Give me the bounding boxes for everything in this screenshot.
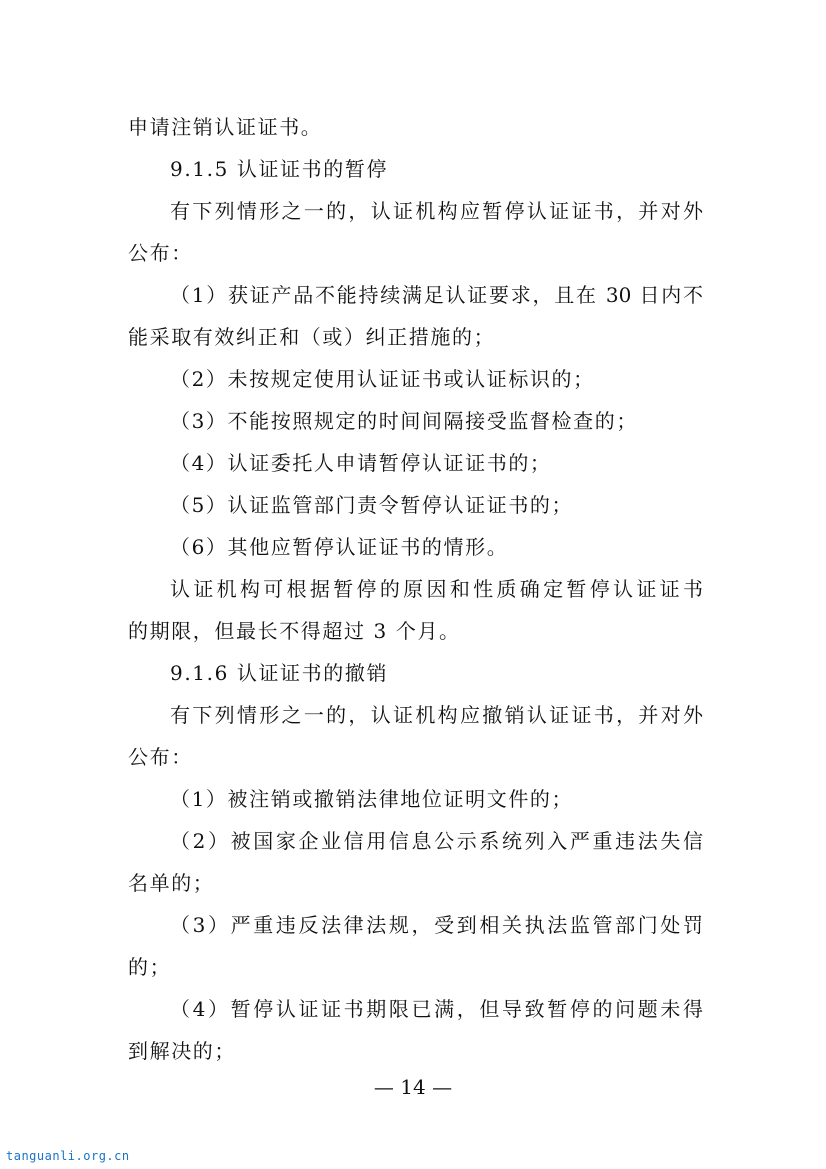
text-line-15: 有下列情形之一的，认证机构应撤销认证证书，并对外 [170,703,703,727]
text-line-16: 公布： [128,745,193,769]
list-item-4: （4）认证委托人申请暂停认证证书的； [170,451,552,475]
list-item-5: （5）认证监管部门责令暂停认证证书的； [170,493,574,517]
text-line-4: 公布： [128,241,193,265]
section-heading-9-1-6: 9.1.6 认证证书的撤销 [170,661,389,685]
revoke-item-2: （2）被国家企业信用信息公示系统列入严重违法失信 [170,829,703,853]
text-line-1: 申请注销认证证书。 [128,115,323,139]
list-item-1-continued: 能采取有效纠正和（或）纠正措施的； [128,325,496,349]
list-item-6: （6）其他应暂停认证证书的情形。 [170,535,509,559]
revoke-item-3-continued: 的； [128,955,172,979]
list-item-2: （2）未按规定使用认证证书或认证标识的； [170,367,595,391]
revoke-item-4: （4）暂停认证证书期限已满，但导致暂停的问题未得 [170,997,703,1021]
watermark-text: tanguanli.org.cn [6,1149,130,1163]
text-line-12: 认证机构可根据暂停的原因和性质确定暂停认证证书 [170,577,703,601]
revoke-item-2-continued: 名单的； [128,871,215,895]
revoke-item-4-continued: 到解决的； [128,1039,236,1063]
revoke-item-3: （3）严重违反法律法规，受到相关执法监管部门处罚 [170,913,703,937]
revoke-item-1: （1）被注销或撤销法律地位证明文件的； [170,787,574,811]
text-line-3: 有下列情形之一的，认证机构应暂停认证证书，并对外 [170,199,703,223]
text-line-13: 的期限，但最长不得超过 3 个月。 [128,619,461,643]
list-item-1: （1）获证产品不能持续满足认证要求，且在 30 日内不 [170,283,703,307]
section-heading-9-1-5: 9.1.5 认证证书的暂停 [170,157,389,181]
page-number: — 14 — [373,1075,453,1099]
list-item-3: （3）不能按照规定的时间间隔接受监督检查的； [170,409,638,433]
